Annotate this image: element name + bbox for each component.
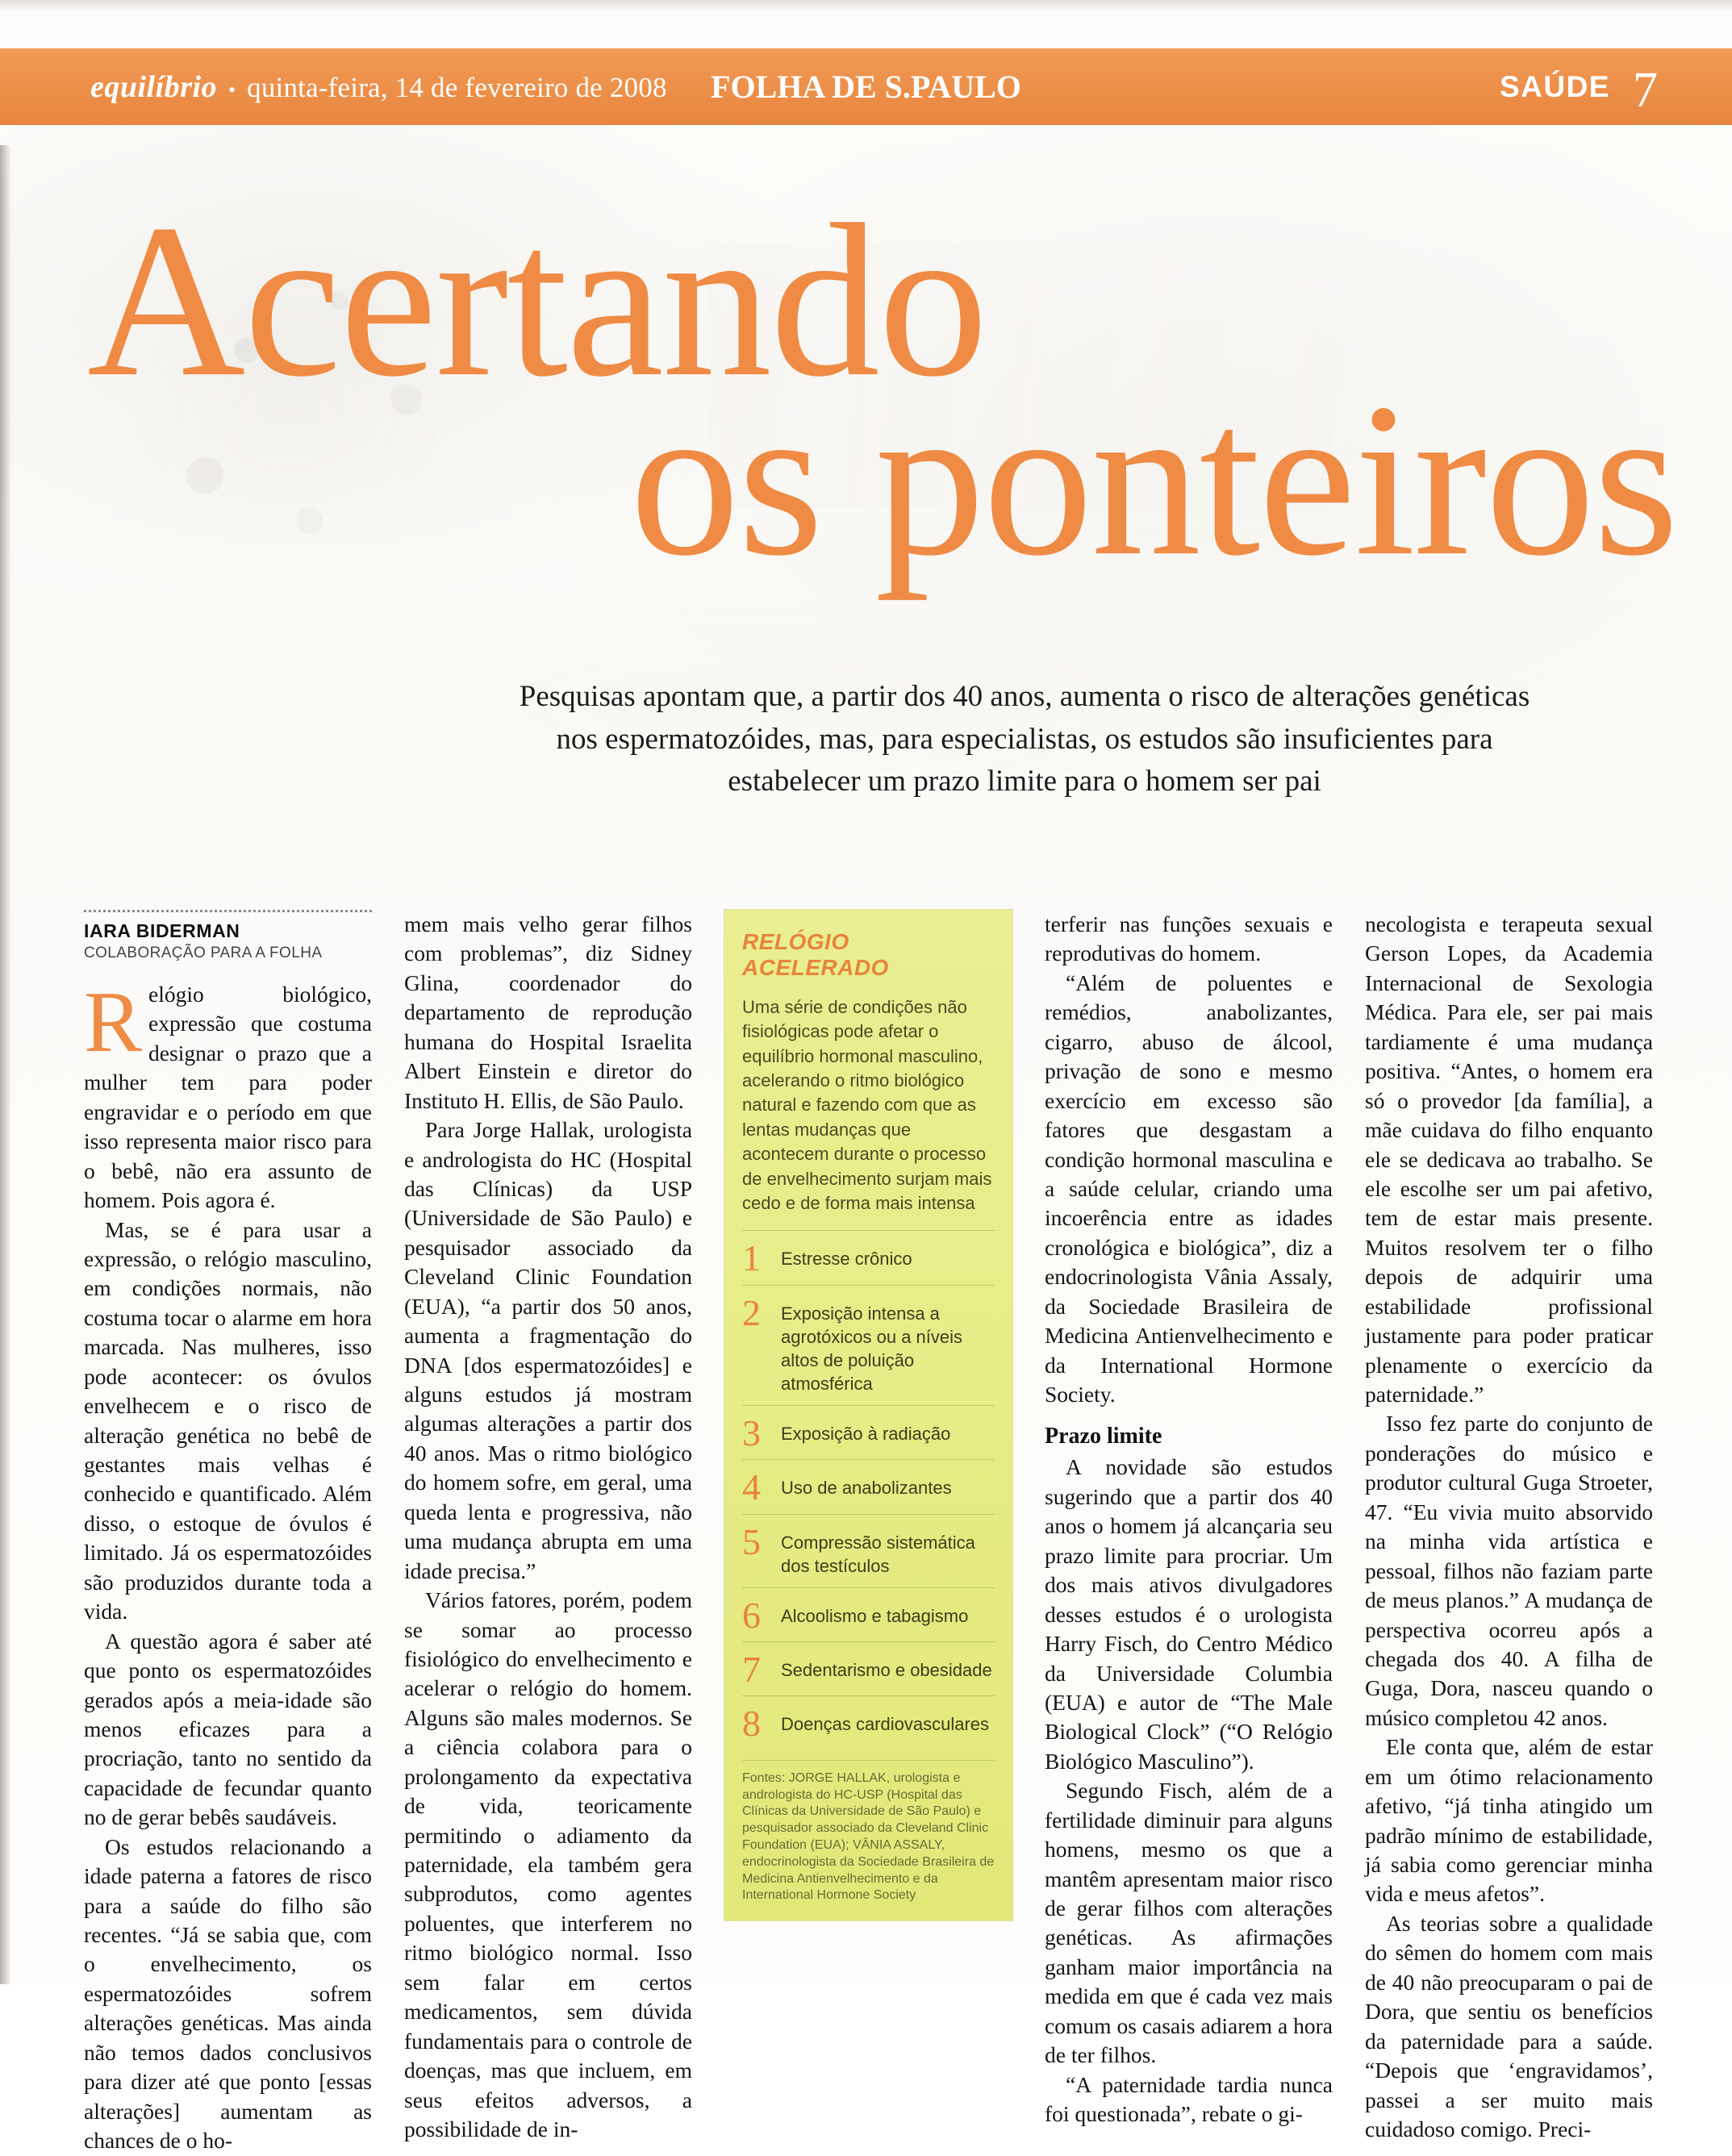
list-item-number: 6 [742,1594,761,1636]
list-item-label: Uso de anabolizantes [781,1478,952,1499]
list-item-label: Exposição intensa a agrotóxicos ou a níveis altos de poluição atmosférica [781,1303,963,1394]
paragraph: mem mais velho gerar filhos com problemas”, diz Sidney Glina, coordenador do departamento de reprodução humana do Hospital Israelita Albert Einstein e diretor do Instituto H. Ellis, de São Paulo. [404,911,692,1113]
article-column-3 [724,910,1012,2156]
list-item-label: Compressão sistemática dos testículos [781,1532,975,1576]
section-subheading: Prazo limite [1045,1424,1162,1449]
masthead-left-group [90,69,667,105]
headline-line-2: os ponteiros [629,357,1677,601]
list-item-number: 1 [742,1237,761,1279]
article-column-5 [1365,910,1653,2156]
sidebar-infobox [724,910,1012,1920]
masthead-right-group [1499,62,1658,118]
paragraph: terferir nas funções sexuais e reprodutivas do homem. [1045,911,1333,966]
infobox-intro: Uma série de condições não fisiológicas pode afetar o equilíbrio hormonal masculino, acelerando o ritmo biológico natural e fazendo com que as lentas mudanças que acontecem durante o processo de envelhecimento surjam mais cedo e de forma mais intensa [742,997,992,1213]
byline-divider [84,910,372,912]
article-body-grid [84,910,1661,2156]
paragraph: “A paternidade tardia nunca foi questionada”, rebate o gi- [1045,2071,1333,2127]
lead-paragraph-block [84,974,372,1216]
list-item [742,1405,995,1459]
paragraph: Para Jorge Hallak, urologista e andrologista do HC (Hospital das Clínicas) da USP (Universidade de São Paulo) e pesquisador associado da Cleveland Clinic Foundation (EUA), “a partir dos 50 anos, aumenta a fragmentação do DNA [dos espermatozóides] e alguns estudos já mostram algumas alterações a partir dos 40 anos. Mas o ritmo biológico do homem sofre, em geral, uma queda lenta e progressiva, não uma mudança abrupta em uma idade precisa.” [404,1117,692,1583]
paragraph: A questão agora é saber até que ponto os espermatozóides gerados após a meia-idade são menos eficazes para a procriação, tanto no sentido da capacidade de fecundar quanto no de gerar bebês saudáveis. [84,1628,372,1830]
publication-date: quinta-feira, 14 de fevereiro de 2008 [247,71,667,103]
paragraph: necologista e terapeuta sexual Gerson Lopes, da Academia Internacional de Sexologia Médica. Para ele, ser pai mais tardiamente é uma mudança positiva. “Antes, o homem era só o provedor [da família], a mãe cuidava do filho enquanto ele se dedicava ao trabalho. Se ele escolhe ser um pai afetivo, tem de estar mais presente. Muitos resolvem ter o filho depois de adquirir uma estabilidade profissional justamente para poder praticar plenamente o exercício da paternidade.” [1365,911,1653,1407]
background-ghost-image-right [710,242,1436,508]
headline-line-1: Acertando [87,179,987,422]
list-item-label: Exposição à radiação [781,1423,951,1444]
masthead-separator: • [228,77,236,102]
list-item-label: Estresse crônico [781,1249,912,1270]
infobox-sources: Fontes: JORGE HALLAK, urologista e andrologista do HC-USP (Hospital das Clínicas da Universidade de São Paulo) e pesquisador associado da Cleveland Clinic Foundation (EUA); VÂNIA ASSALY, endocrinologista da Sociedade Brasileira de Medicina Antienvelhecimento e da International Hormone Society [742,1760,995,1904]
infobox-title: RELÓGIO ACELERADO [742,929,889,980]
article-column-4 [1045,910,1333,2156]
page-title [0,179,1732,601]
paragraph: Ele conta que, além de estar em um ótimo relacionamento afetivo, “já tinha atingido um padrão mínimo de estabilidade, já sabia como gerenciar minha vida e meus afetos”. [1365,1734,1653,1907]
paragraph: “Além de poluentes e remédios, anabolizantes, cigarro, abuso de álcool, privação de sono e mesmo exercício em excesso são fatores que desgastam a condição hormonal masculina e a saúde celular, criando uma incoerência entre as idades cronológica e biológica”, diz a endocrinologista Vânia Assaly, da Sociedade Brasileira de Medicina Antienvelhecimento e da International Hormone Society. [1045,970,1333,1407]
masthead-bar [0,48,1732,125]
list-item-number: 4 [742,1466,761,1508]
paragraph: Os estudos relacionando a idade paterna a fatores de risco para a saúde do filho são recentes. “Já se sabia que, com o envelhecimento, os espermatozóides sofrem alterações genéticas. Mas ainda não temos dados conclusivos para dizer até que ponto [essas alterações] aumentam as chances de o ho- [84,1833,372,2154]
list-item-number: 5 [742,1520,761,1562]
list-item [742,1641,995,1695]
scan-edge-top [0,0,1732,11]
list-item-number: 3 [742,1412,761,1453]
article-standfirst: Pesquisas apontam que, a partir dos 40 anos, aumenta o risco de alterações genéticas nos espermatozóides, mas, para especialistas, os estudos são insuficientes para estabelecer um prazo limite para o homem ser pai [519,680,1530,799]
newspaper-logo: FOLHA DE S.PAULO [711,69,1021,105]
byline-credit: COLABORAÇÃO PARA A FOLHA [84,945,323,961]
list-item-number: 2 [742,1291,761,1333]
list-item-number: 7 [742,1648,761,1690]
list-item [742,1285,995,1405]
paragraph: Isso fez parte do conjunto de ponderações do músico e produtor cultural Guga Stroeter, 47. “Eu vivia muito absorvido na minha vida artística e pessoal, filhos não faziam parte de meus planos.” A mudança de perspectiva ocorreu após a chegada dos 40. A filha de Guga, Dora, nasceu quando o músico completou 42 anos. [1365,1411,1653,1730]
background-ghost-image-left [121,218,540,597]
paragraph: A novidade são estudos sugerindo que a partir dos 40 anos o homem já alcançaria seu prazo limite para procriar. Um dos mais ativos divulgadores desses estudos é o urologista Harry Fisch, do Centro Médico da Universidade Columbia (EUA) e autor de “The Male Biological Clock” (“O Relógio Biológico Masculino”). [1045,1454,1333,1774]
list-item [742,1514,995,1587]
paragraph: elógio biológico, expressão que costuma designar o prazo que a mulher tem para poder engravidar e o período em que isso representa maior risco para o bebê, não era assunto de homem. Pois agora é. [84,982,372,1213]
list-item-label: Alcoolismo e tabagismo [781,1605,969,1626]
scan-edge-left [0,145,11,1984]
section-rubric: SAÚDE [1499,69,1610,103]
list-item [742,1587,995,1641]
article-column-1 [84,910,372,2156]
section-name: equilíbrio [90,69,218,104]
list-item-label: Doenças cardiovasculares [781,1714,990,1735]
list-item-number: 8 [742,1703,761,1745]
byline-author: IARA BIDERMAN [84,920,240,941]
drop-cap: R [84,974,143,1070]
page-number: 7 [1633,62,1658,118]
list-item [742,1230,995,1284]
article-column-2 [404,910,692,2156]
list-item [742,1695,995,1749]
paragraph: Mas, se é para usar a expressão, o relógio masculino, em condições normais, não costuma tocar o alarme em hora marcada. Nas mulheres, isso pode acontecer: os óvulos envelhecem e o risco de alteração genética no bebê de gestantes mais velhas é conhecido e quantificado. Além disso, o estoque de óvulos é limitado. Já os espermatozóides são produzidos durante toda a vida. [84,1216,372,1624]
list-item-label: Sedentarismo e obesidade [781,1659,992,1680]
paragraph: Vários fatores, porém, podem se somar ao processo fisiológico do envelhecimento e acelerar o relógio do homem. Alguns são males modernos. Se a ciência colabora para o prolongamento da expectativa de vida, teoricamente permitindo o adiamento da paternidade, ela também gera subprodutos, como agentes poluentes, que interferem no ritmo biológico normal. Isso sem falar em certos medicamentos, sem dúvida fundamentais para o controle de doenças, mas que incluem, em seus efeitos adversos, a possibilidade de in- [404,1587,692,2141]
paragraph: Segundo Fisch, além de a fertilidade diminuir para alguns homens, mesmo os que a mantêm apresentam maior risco de gerar filhos com alterações genéticas. As afirmações ganham maior importância na medida em que é cada vez mais comum os casais adiarem a hora de ter filhos. [1045,1778,1333,2068]
list-item [742,1459,995,1513]
paragraph: As teorias sobre a qualidade do sêmen do homem com mais de 40 não preocuparam o pai de Dora, que sentiu os benefícios da paternidade para a saúde. “Depois que ‘engravidamos’, passei a ser muito mais cuidadoso comigo. Preci- [1365,1910,1653,2141]
